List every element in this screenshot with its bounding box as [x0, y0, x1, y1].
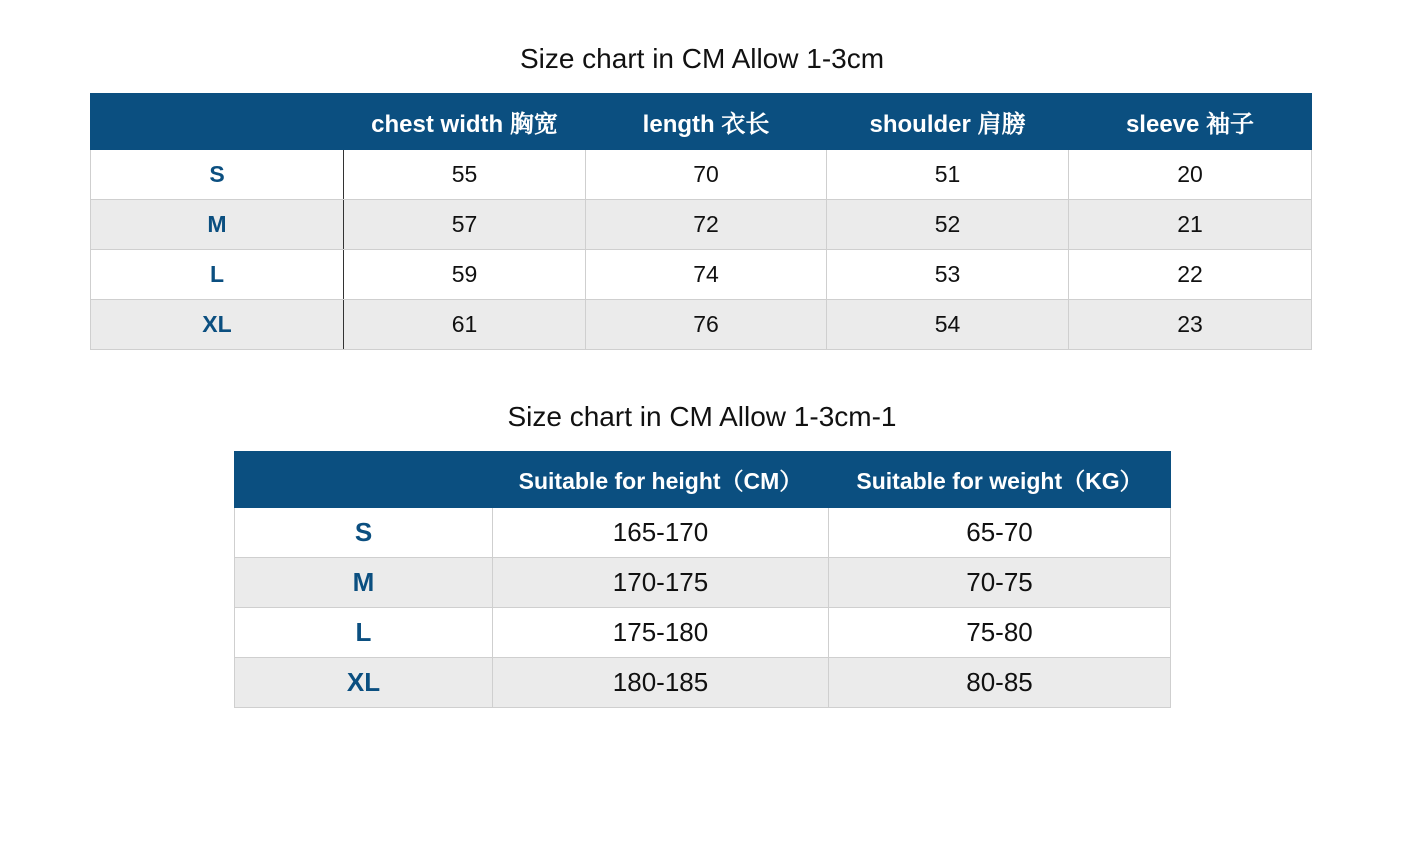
sleeve-value: 20	[1069, 150, 1312, 200]
table-row	[235, 558, 1171, 608]
size-label: L	[91, 250, 344, 300]
weight-range: 80-85	[829, 658, 1171, 708]
sleeve-value: 21	[1069, 200, 1312, 250]
size-label: S	[235, 508, 493, 558]
table-header-row	[235, 452, 1171, 508]
sleeve-value: 22	[1069, 250, 1312, 300]
table-row	[235, 608, 1171, 658]
table-row	[235, 658, 1171, 708]
header-chest-width: chest width 胸宽	[344, 94, 586, 150]
shoulder-value: 52	[827, 200, 1069, 250]
table-header-row	[91, 94, 1312, 150]
size-label: XL	[91, 300, 344, 350]
length-value: 70	[586, 150, 827, 200]
height-range: 180-185	[493, 658, 829, 708]
header-shoulder: shoulder 肩膀	[827, 94, 1069, 150]
size-label: XL	[235, 658, 493, 708]
table-row	[91, 300, 1312, 350]
size-chart-title: Size chart in CM Allow 1-3cm	[519, 43, 885, 74]
height-weight-chart-title: Size chart in CM Allow 1-3cm-1	[507, 401, 897, 432]
length-value: 72	[586, 200, 827, 250]
size-label: S	[91, 150, 344, 200]
shoulder-value: 54	[827, 300, 1069, 350]
weight-range: 70-75	[829, 558, 1171, 608]
header-suitable-height: Suitable for height（CM）	[493, 452, 829, 508]
shoulder-value: 53	[827, 250, 1069, 300]
header-suitable-weight: Suitable for weight（KG）	[829, 452, 1171, 508]
size-label: M	[91, 200, 344, 250]
size-chart-table	[90, 93, 1312, 350]
sleeve-value: 23	[1069, 300, 1312, 350]
height-range: 170-175	[493, 558, 829, 608]
header-sleeve: sleeve 袖子	[1069, 94, 1312, 150]
chest-width-value: 57	[344, 200, 586, 250]
table-row	[91, 150, 1312, 200]
chest-width-value: 61	[344, 300, 586, 350]
chest-width-value: 59	[344, 250, 586, 300]
weight-range: 75-80	[829, 608, 1171, 658]
height-weight-table	[234, 451, 1171, 708]
size-label: L	[235, 608, 493, 658]
size-label: M	[235, 558, 493, 608]
header-size-cell	[235, 452, 493, 508]
header-length: length 衣长	[586, 94, 827, 150]
table-row	[235, 508, 1171, 558]
height-range: 165-170	[493, 508, 829, 558]
weight-range: 65-70	[829, 508, 1171, 558]
header-size-cell	[91, 94, 344, 150]
shoulder-value: 51	[827, 150, 1069, 200]
chest-width-value: 55	[344, 150, 586, 200]
height-range: 175-180	[493, 608, 829, 658]
table-row	[91, 200, 1312, 250]
length-value: 74	[586, 250, 827, 300]
length-value: 76	[586, 300, 827, 350]
table-row	[91, 250, 1312, 300]
